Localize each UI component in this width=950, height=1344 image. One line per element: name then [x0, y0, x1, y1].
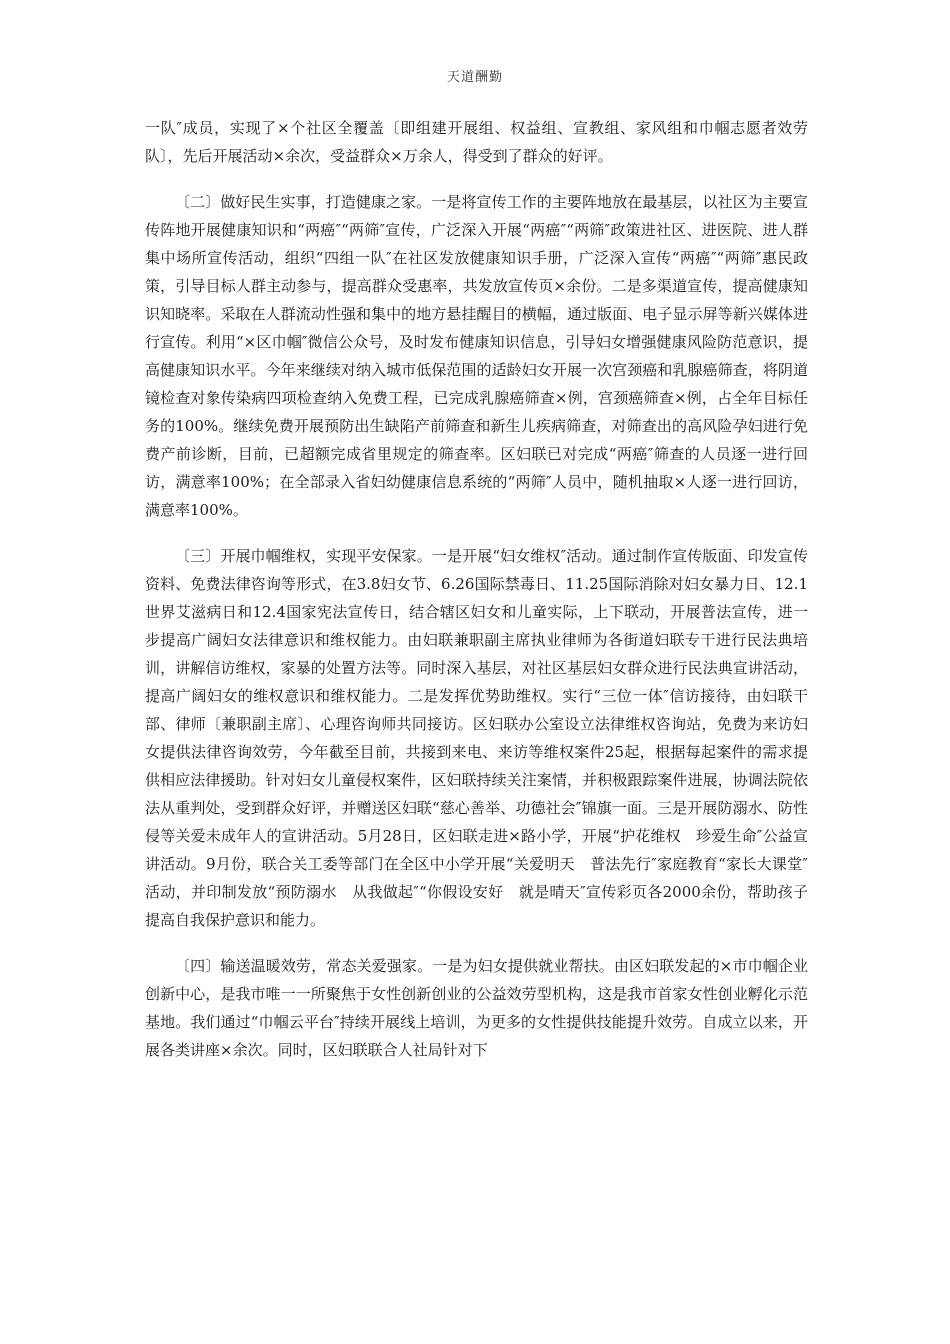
- paragraph-section-3: 〔三〕开展巾帼维权，实现平安保家。一是开展“妇女维权″活动。通过制作宣传版面、印发宣传资料、免费法律咨询等形式，在3.8妇女节、6.26国际禁毒日、11.25国际消除对妇女暴力日、12.1世界艾滋病日和12.4国家宪法宣传日，结合辖区妇女和儿童实际，上下联动，开展普法宣传，进一步提高广阔妇女法律意识和维权能力。由妇联兼职副主席执业律师为各街道妇联专干进行民法典培训，讲解信访维权，家暴的处置方法等。同时深入基层，对社区基层妇女群众进行民法典宣讲活动，提高广阔妇女的维权意识和维权能力。二是发挥优势助维权。实行“三位一体″信访接待，由妇联干部、律师〔兼职副主席〕、心理咨询师共同接访。区妇联办公室设立法律维权咨询站，免费为来访妇女提供法律咨询效劳，今年截至目前，共接到来电、来访等维权案件25起，根据每起案件的需求提供相应法律援助。针对妇女儿童侵权案件，区妇联持续关注案情，并积极跟踪案件进展，协调法院依法从重判处，受到群众好评，并赠送区妇联“慈心善举、功德社会″锦旗一面。三是开展防溺水、防性侵等关爱未成年人的宣讲活动。5月28日，区妇联走进×路小学，开展“护花维权 珍爱生命″公益宣讲活动。9月份，联合关工委等部门在全区中小学开展“关爱明天 普法先行″家庭教育“家长大课堂″活动，并印制发放“预防溺水 从我做起″“你假设安好 就是晴天″宣传彩页各2000余份，帮助孩子提高自我保护意识和能力。: [145, 547, 808, 929]
- document-body: [145, 114, 808, 1082]
- page-header: 天道酬勤: [446, 70, 503, 85]
- paragraph-section-4: 〔四〕输送温暖效劳，常态关爱强家。一是为妇女提供就业帮扶。由区妇联发起的×市巾帼企业创新中心，是我市唯一一所聚焦于女性创新创业的公益效劳型机构，这是我市首家女性创业孵化示范基地。我们通过“巾帼云平台″持续开展线上培训，为更多的女性提供技能提升效劳。自成立以来，开展各类讲座×余次。同时，区妇联联合人社局针对下: [145, 957, 808, 1059]
- paragraph-section-2: 〔二〕做好民生实事，打造健康之家。一是将宣传工作的主要阵地放在最基层，以社区为主要宣传阵地开展健康知识和“两癌″“两筛″宣传，广泛深入开展“两癌″“两筛″政策进社区、进医院、进人群集中场所宣传活动，组织“四组一队″在社区发放健康知识手册，广泛深入宣传“两癌″“两筛″惠民政策，引导目标人群主动参与，提高群众受惠率，共发放宣传页×余份。二是多渠道宣传，提高健康知识知晓率。采取在人群流动性强和集中的地方悬挂醒目的横幅，通过版面、电子显示屏等新兴媒体进行宣传。利用“×区巾帼″微信公众号，及时发布健康知识信息，引导妇女增强健康风险防范意识，提高健康知识水平。今年来继续对纳入城市低保范围的适龄妇女开展一次宫颈癌和乳腺癌筛查，将阴道镜检查对象传染病四项检查纳入免费工程，已完成乳腺癌筛查×例，宫颈癌筛查×例，占全年目标任务的100%。继续免费开展预防出生缺陷产前筛查和新生儿疾病筛查，对筛查出的高风险孕妇进行免费产前诊断，目前，已超额完成省里规定的筛查率。区妇联已对完成“两癌″筛查的人员逐一进行回访，满意率100%；在全部录入省妇幼健康信息系统的“两筛″人员中，随机抽取×人逐一进行回访，满意率100%。: [145, 193, 808, 519]
- paragraph-continuation: 一队″成员，实现了×个社区全覆盖〔即组建开展组、权益组、宣教组、家风组和巾帼志愿者效劳队〕，先后开展活动×余次，受益群众×万余人，得受到了群众的好评。: [145, 119, 808, 165]
